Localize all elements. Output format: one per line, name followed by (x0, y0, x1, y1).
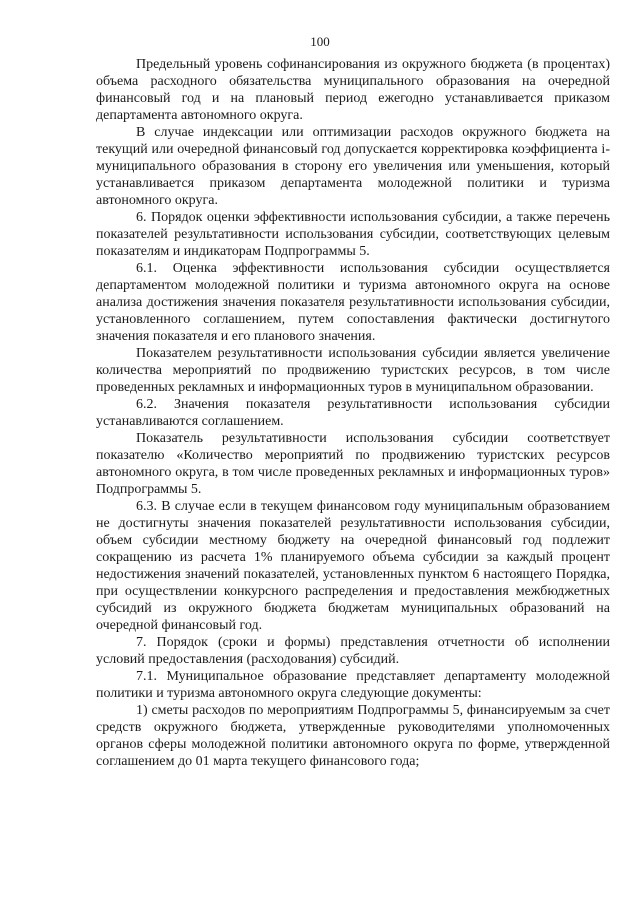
paragraph-7-1: 7.1. Муниципальное образование представляет департаменту молодежной политики и туризма автономного округа следующие документы: (96, 669, 610, 701)
paragraph-indexation: В случае индексации или оптимизации расходов окружного бюджета на текущий или очередной финансовый год допускается корректировка коэффициента i-муниципального образования в сторону его увеличения или уменьшения, который устанавливается приказом департамента молодежной политики и туризма автономного округа. (96, 125, 610, 208)
section-7-heading: 7. Порядок (сроки и формы) представления отчетности об исполнении условий предоставления (расходования) субсидий. (96, 635, 610, 667)
paragraph-6-1: 6.1. Оценка эффективности использования субсидии осуществляется департаментом молодежной политики и туризма автономного округа на основе анализа достижения значения показателя результативности использования субсидии, установленного соглашением, путем сопоставления фактически достигнутого значения показателя и его планового значения. (96, 261, 610, 344)
paragraph-list-item-1: 1) сметы расходов по мероприятиям Подпрограммы 5, финансируемым за счет средств окружного бюджета, утвержденные руководителями уполномоченных органов сферы молодежной политики автономного округа по форме, утвержденной соглашением до 01 марта текущего финансового года; (96, 703, 610, 769)
document-body (96, 56, 610, 770)
paragraph-6-2: 6.2. Значения показателя результативности использования субсидии устанавливаются соглашением. (96, 397, 610, 429)
paragraph-6-3: 6.3. В случае если в текущем финансовом году муниципальным образованием не достигнуты значения показателей результативности использования субсидии, объем субсидии местному бюджету на очередной финансовый год подлежит сокращению из расчета 1% планируемого объема субсидии за каждый процент недостижения значений показателей, установленных пунктом 6 настоящего Порядка, при осуществлении конкурсного распределения и предоставления межбюджетных субсидий из окружного бюджета бюджетам муниципальных образований на очередной финансовый год. (96, 499, 610, 633)
section-6-heading: 6. Порядок оценки эффективности использования субсидии, а также перечень показателей результативности использования субсидии, соответствующих целевым показателям и индикаторам Подпрограммы 5. (96, 210, 610, 259)
page-number: 100 (310, 34, 330, 49)
paragraph-performance-indicator: Показателем результативности использования субсидии является увеличение количества мероприятий по продвижению туристских ресурсов, в том числе проведенных рекламных и информационных туров в муниципальном образовании. (96, 346, 610, 395)
paragraph-indicator-correspondence: Показатель результативности использования субсидии соответствует показателю «Количество мероприятий по продвижению туристских ресурсов автономного округа, в том числе проведенных рекламных и информационных туров» Подпрограммы 5. (96, 431, 610, 497)
paragraph-cofinancing-level: Предельный уровень софинансирования из окружного бюджета (в процентах) объема расходного обязательства муниципального образования на очередной финансовый год и на плановый период ежегодно устанавливается приказом департамента автономного округа. (96, 57, 610, 123)
